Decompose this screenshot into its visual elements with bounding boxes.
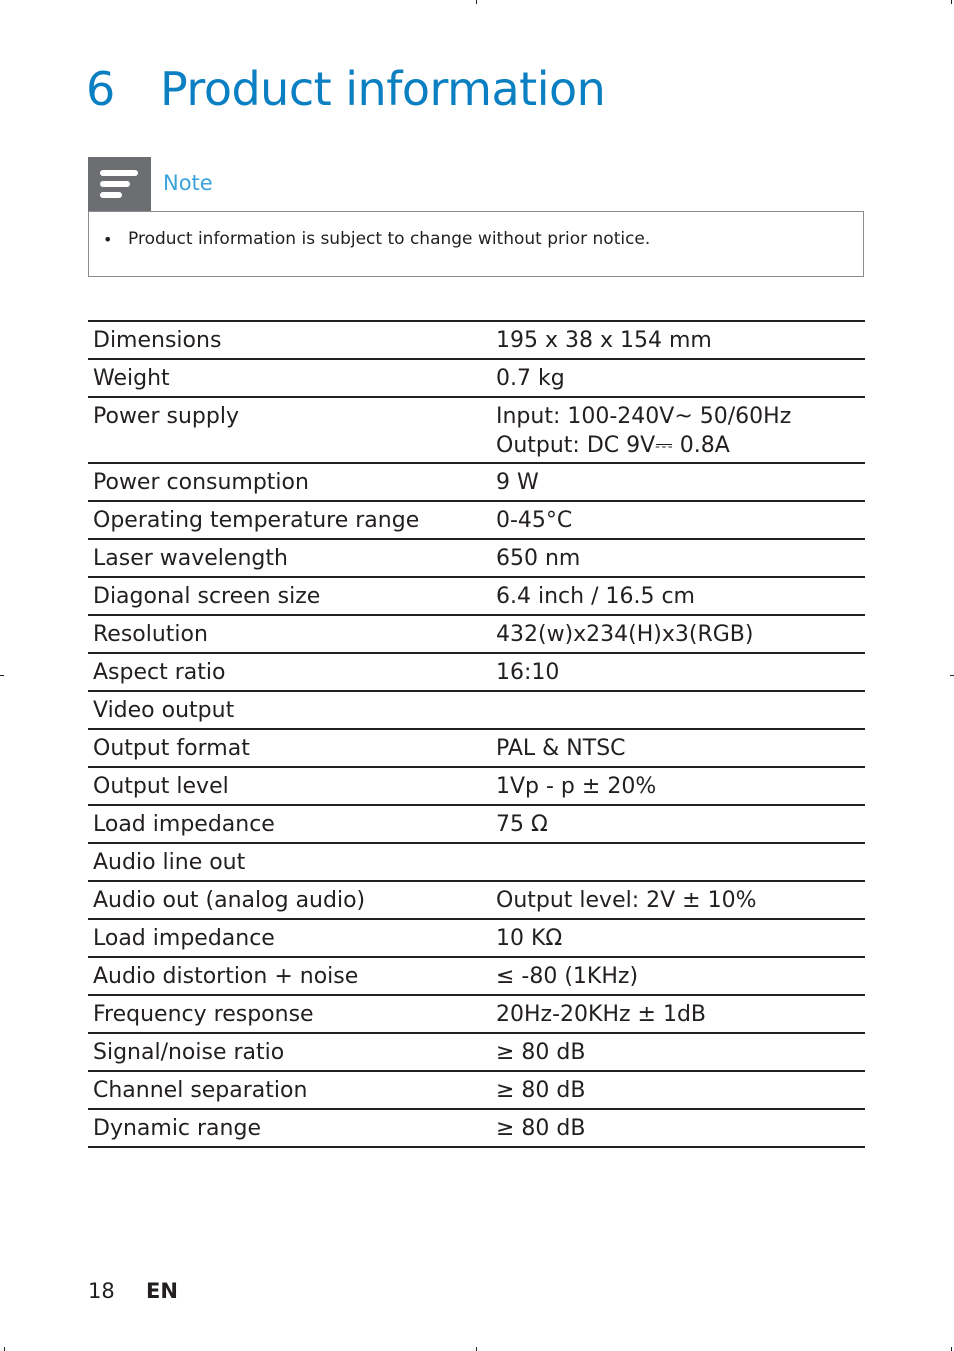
table-row bbox=[88, 691, 865, 729]
spec-label: Audio distortion + noise bbox=[88, 957, 486, 995]
note-icon-line bbox=[100, 181, 130, 187]
spec-value: ≥ 80 dB bbox=[486, 1071, 865, 1109]
note-text: Product information is subject to change without prior notice. bbox=[128, 229, 651, 249]
spec-label: Diagonal screen size bbox=[88, 577, 486, 615]
table-row bbox=[88, 729, 865, 767]
spec-label: Output level bbox=[88, 767, 486, 805]
note-icon-line bbox=[100, 192, 122, 198]
spec-label: Output format bbox=[88, 729, 486, 767]
spec-label: Signal/noise ratio bbox=[88, 1033, 486, 1071]
note-icon-line bbox=[100, 170, 138, 176]
table-row bbox=[88, 843, 865, 881]
spec-label: Dimensions bbox=[88, 321, 486, 359]
note-bullet: • bbox=[103, 230, 113, 249]
table-row bbox=[88, 1109, 865, 1147]
spec-value bbox=[486, 843, 865, 881]
spec-value bbox=[486, 397, 865, 463]
language-code: EN bbox=[146, 1279, 178, 1303]
spec-table bbox=[88, 320, 865, 1148]
crop-mark bbox=[951, 1347, 952, 1351]
crop-mark bbox=[4, 1347, 5, 1351]
spec-value bbox=[486, 691, 865, 729]
table-row bbox=[88, 1071, 865, 1109]
table-row bbox=[88, 919, 865, 957]
table-row bbox=[88, 577, 865, 615]
spec-label: Audio out (analog audio) bbox=[88, 881, 486, 919]
spec-label: Aspect ratio bbox=[88, 653, 486, 691]
table-row bbox=[88, 539, 865, 577]
spec-label: Laser wavelength bbox=[88, 539, 486, 577]
spec-value: 0.7 kg bbox=[486, 359, 865, 397]
spec-value: 20Hz-20KHz ± 1dB bbox=[486, 995, 865, 1033]
spec-value: 1Vp - p ± 20% bbox=[486, 767, 865, 805]
table-row bbox=[88, 995, 865, 1033]
spec-label: Resolution bbox=[88, 615, 486, 653]
spec-value: 195 x 38 x 154 mm bbox=[486, 321, 865, 359]
crop-mark bbox=[476, 1347, 477, 1351]
table-row bbox=[88, 321, 865, 359]
page-title bbox=[86, 62, 605, 116]
spec-value: 650 nm bbox=[486, 539, 865, 577]
note-lines-icon bbox=[88, 157, 151, 212]
note-title: Note bbox=[163, 171, 213, 195]
table-row bbox=[88, 805, 865, 843]
crop-mark bbox=[476, 0, 477, 4]
spec-label: Load impedance bbox=[88, 919, 486, 957]
spec-label: Power consumption bbox=[88, 463, 486, 501]
spec-label: Video output bbox=[88, 691, 486, 729]
spec-value: 16:10 bbox=[486, 653, 865, 691]
spec-value: 0-45°C bbox=[486, 501, 865, 539]
spec-label: Operating temperature range bbox=[88, 501, 486, 539]
spec-value: Output level: 2V ± 10% bbox=[486, 881, 865, 919]
crop-mark bbox=[950, 675, 954, 676]
spec-value-line: Input: 100-240V~ 50/60Hz bbox=[496, 404, 792, 429]
spec-value-line: Output: DC 9V⎓ 0.8A bbox=[496, 433, 730, 458]
table-row bbox=[88, 881, 865, 919]
section-title: Product information bbox=[160, 62, 606, 116]
page-number: 18 bbox=[88, 1279, 115, 1303]
spec-label: Load impedance bbox=[88, 805, 486, 843]
spec-value: 75 Ω bbox=[486, 805, 865, 843]
spec-value: 9 W bbox=[486, 463, 865, 501]
table-row bbox=[88, 957, 865, 995]
crop-mark bbox=[951, 0, 952, 4]
spec-label: Weight bbox=[88, 359, 486, 397]
spec-value: PAL & NTSC bbox=[486, 729, 865, 767]
table-row bbox=[88, 615, 865, 653]
spec-value: ≤ -80 (1KHz) bbox=[486, 957, 865, 995]
spec-value: 432(w)x234(H)x3(RGB) bbox=[486, 615, 865, 653]
table-row bbox=[88, 767, 865, 805]
spec-value: ≥ 80 dB bbox=[486, 1033, 865, 1071]
spec-label: Channel separation bbox=[88, 1071, 486, 1109]
table-row bbox=[88, 653, 865, 691]
spec-value: 6.4 inch / 16.5 cm bbox=[486, 577, 865, 615]
section-number: 6 bbox=[86, 62, 115, 116]
spec-label: Power supply bbox=[88, 397, 486, 463]
table-row bbox=[88, 397, 865, 463]
table-row bbox=[88, 463, 865, 501]
crop-mark bbox=[0, 675, 4, 676]
table-row bbox=[88, 501, 865, 539]
spec-label: Frequency response bbox=[88, 995, 486, 1033]
spec-value: ≥ 80 dB bbox=[486, 1109, 865, 1147]
table-row bbox=[88, 1033, 865, 1071]
table-row bbox=[88, 359, 865, 397]
spec-value: 10 KΩ bbox=[486, 919, 865, 957]
note-box bbox=[88, 211, 864, 277]
spec-label: Dynamic range bbox=[88, 1109, 486, 1147]
spec-label: Audio line out bbox=[88, 843, 486, 881]
